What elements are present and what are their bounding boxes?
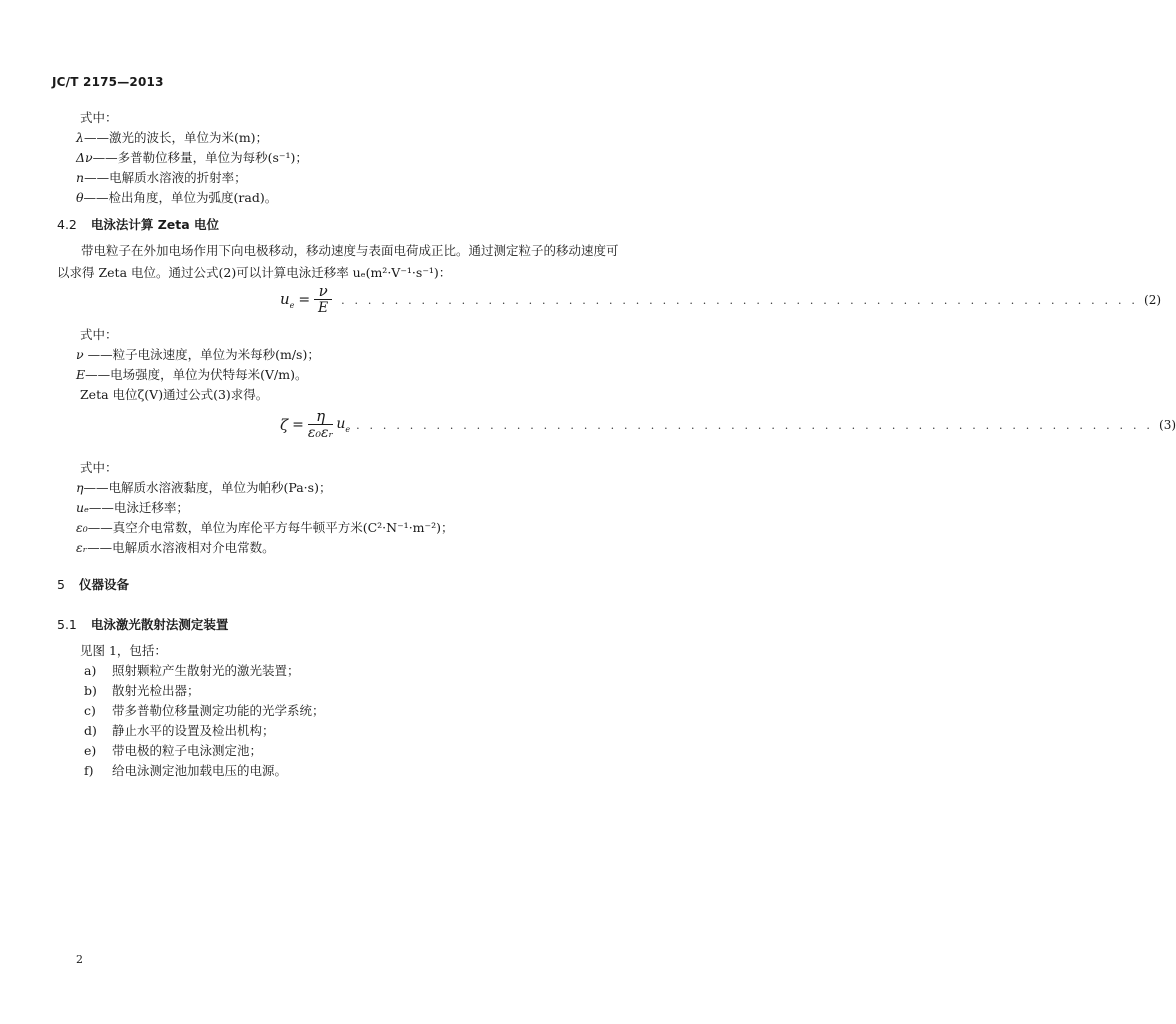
list-item — [84, 741, 262, 759]
list-text: 给电泳测定池加载电压的电源。 — [112, 763, 288, 778]
section-number: 5.1 — [57, 617, 77, 632]
section-heading-5-1 — [57, 615, 228, 633]
list-marker: c) — [84, 703, 96, 718]
leader-dots: . . . . . . . . . . . . . . . . . . . . . . . . . . . . . . . . . . . . . . . . . . . . . . . . . . . . . . . . . . . . — [356, 418, 1154, 432]
def-theta — [76, 188, 277, 206]
def-ue — [76, 498, 189, 516]
def-text: 多普勒位移量，单位为每秒(s⁻¹)； — [117, 150, 308, 165]
list-item — [84, 661, 300, 679]
fraction-numerator: ν — [318, 282, 328, 300]
list-marker: a) — [84, 663, 97, 678]
def-epsilon-r — [76, 538, 275, 556]
def-symbol: E — [76, 367, 86, 382]
standard-code-header: JC/T 2175—2013 — [52, 75, 164, 89]
def-text: 电解质水溶液的折射率； — [109, 170, 247, 185]
def-eta — [76, 478, 331, 496]
fraction — [308, 408, 334, 442]
section-heading-4-2 — [57, 215, 219, 233]
def-E — [76, 365, 307, 383]
list-item — [84, 721, 275, 739]
def-dash: —— — [88, 500, 114, 515]
formula-lhs-sub: e — [289, 301, 295, 310]
def-text: 电泳迁移率； — [113, 500, 189, 515]
def-dash: —— — [83, 480, 109, 495]
paragraph-line-1: 带电粒子在外加电场作用下向电极移动，移动速度与表面电荷成正比。通过测定粒子的移动速度可 — [81, 243, 619, 258]
fraction — [314, 283, 332, 317]
def-dash: —— — [92, 150, 118, 165]
formula-2 — [280, 278, 1162, 322]
fraction-denominator: E — [318, 300, 329, 316]
def-n — [76, 168, 247, 186]
list-marker: b) — [84, 683, 97, 698]
section-number: 5 — [57, 577, 65, 592]
paragraph-line-2: 以求得 Zeta 电位。通过公式(2)可以计算电泳迁移率 uₑ(m²·V⁻¹·s⁻¹)： — [57, 265, 452, 280]
def-delta-nu — [76, 148, 308, 166]
def-text: 激光的波长，单位为米(m)； — [108, 130, 269, 145]
def-epsilon-0 — [76, 518, 454, 536]
list-text: 带多普勒位移量测定功能的光学系统； — [112, 703, 325, 718]
list-item — [84, 681, 200, 699]
list-marker: f) — [84, 763, 94, 778]
def-text: 电解质水溶液黏度，单位为帕秒(Pa·s)； — [108, 480, 332, 495]
def-dash: —— — [87, 540, 113, 555]
def-text: 电场强度，单位为伏特每米(V/m)。 — [110, 367, 308, 382]
section-title: 电泳激光散射法测定装置 — [90, 617, 229, 632]
def-symbol: n — [76, 170, 85, 185]
section-title: 仪器设备 — [78, 577, 129, 592]
list-text: 静止水平的设置及检出机构； — [112, 723, 275, 738]
def-dash: —— — [83, 190, 109, 205]
zeta-intro-line: Zeta 电位ζ(V)通过公式(3)求得。 — [80, 387, 269, 402]
equals-sign: = — [292, 417, 304, 433]
formula-rhs-var: u — [336, 416, 346, 433]
list-item — [84, 701, 325, 719]
def-symbol: λ — [76, 130, 84, 145]
list-text: 散射光检出器； — [112, 683, 200, 698]
formula-lhs — [280, 290, 294, 310]
fraction-denominator: ε₀εᵣ — [307, 425, 334, 441]
formula-lhs-var: u — [280, 290, 290, 308]
def-symbol: εᵣ — [76, 540, 88, 555]
def-symbol: ε₀ — [76, 520, 88, 535]
section-number: 4.2 — [57, 217, 77, 232]
formula-lhs: ζ — [280, 416, 289, 434]
formula-rhs-sub: e — [345, 424, 351, 434]
list-text: 照射颗粒产生散射光的激光装置； — [112, 663, 300, 678]
def-lambda — [76, 128, 268, 146]
def-nu — [76, 345, 320, 363]
def-text: 真空介电常数，单位为库伦平方每牛顿平方米(C²·N⁻¹·m⁻²)； — [112, 520, 454, 535]
list-text: 带电极的粒子电泳测定池； — [112, 743, 263, 758]
def-dash: —— — [87, 520, 113, 535]
where-label-3: 式中： — [80, 460, 118, 475]
equation-number: (2) — [1144, 293, 1162, 307]
formula-rhs — [336, 416, 350, 434]
leader-dots: . . . . . . . . . . . . . . . . . . . . . . . . . . . . . . . . . . . . . . . . . . . . . . . . . . . . . . . . . . . . — [341, 293, 1139, 307]
where-label-2: 式中： — [80, 327, 118, 342]
equals-sign: = — [298, 292, 311, 308]
section-heading-5 — [57, 575, 129, 593]
def-text: 粒子电泳速度，单位为米每秒(m/s)； — [112, 347, 320, 362]
def-symbol: θ — [76, 190, 84, 205]
list-intro: 见图 1，包括： — [80, 643, 167, 658]
def-symbol: η — [76, 480, 84, 495]
def-dash: —— — [85, 367, 111, 382]
list-item — [84, 761, 287, 779]
section-title: 电泳法计算 Zeta 电位 — [90, 217, 220, 232]
equation-number: (3) — [1159, 418, 1176, 432]
list-marker: e) — [84, 743, 97, 758]
def-dash: —— — [83, 347, 113, 362]
def-text: 检出角度，单位为弧度(rad)。 — [108, 190, 278, 205]
list-marker: d) — [84, 723, 97, 738]
page-number: 2 — [76, 953, 83, 966]
def-symbol: ν — [76, 347, 84, 362]
where-label-1: 式中： — [80, 110, 118, 125]
def-dash: —— — [83, 130, 109, 145]
def-dash: —— — [84, 170, 110, 185]
formula-3 — [280, 403, 1176, 447]
def-text: 电解质水溶液相对介电常数。 — [112, 540, 275, 555]
def-symbol: uₑ — [76, 500, 89, 515]
def-symbol: Δν — [76, 150, 93, 165]
fraction-numerator: η — [316, 407, 326, 425]
